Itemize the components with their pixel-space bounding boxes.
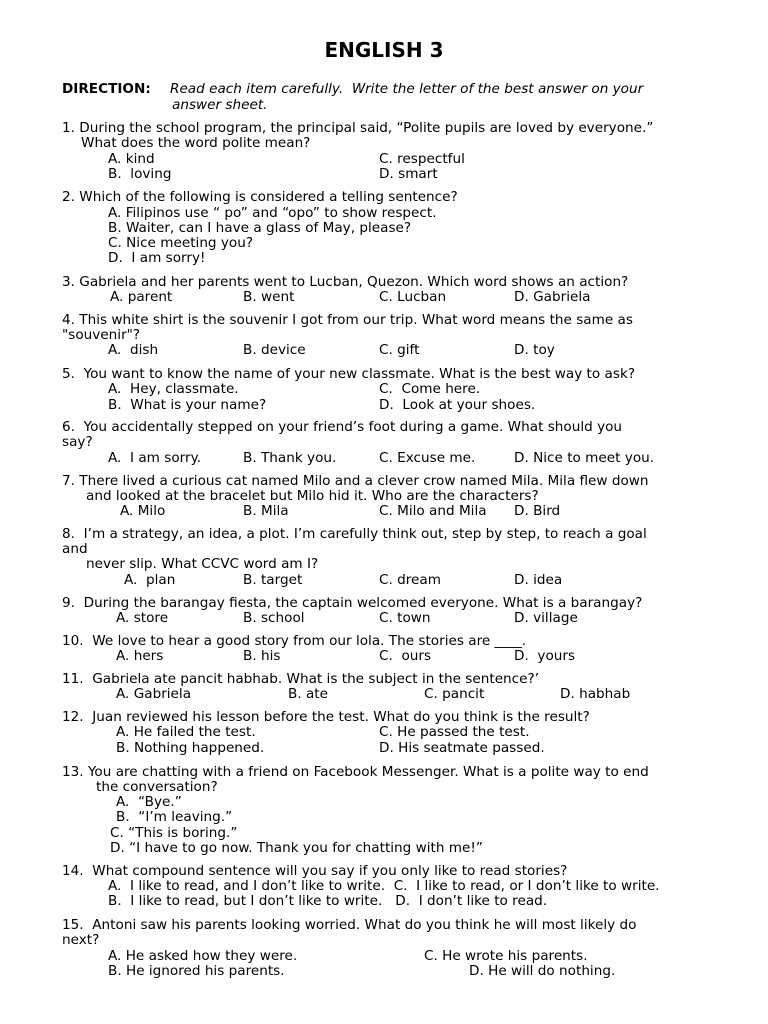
question-2-text: 2. Which of the following is considered a telling sentence? [62,189,458,205]
q9-choice-d: D. village [514,610,578,626]
question-5-text: 5. You want to know the name of your new classmate. What is the best way to ask? [62,366,636,382]
question-14-text: 14. What compound sentence will you say if you only like to read stories? [62,863,568,879]
question-6-text: 6. You accidentally stepped on your friend’s foot during a game. What should you [62,419,623,435]
q11-choice-c: C. pancit [424,686,485,702]
q7-choice-a: A. Milo [120,503,166,519]
q12-choice-c: C. He passed the test. [379,724,530,740]
question-9-text: 9. During the barangay fiesta, the captain welcomed everyone. What is a barangay? [62,595,643,611]
question-7-text-cont: and looked at the bracelet but Milo hid it. Who are the characters? [86,488,539,504]
q6-choice-a: A. I am sorry. [108,450,202,466]
q15-choice-b: B. He ignored his parents. [108,963,285,979]
q7-choice-b: B. Mila [243,503,289,519]
q9-choice-b: B. school [243,610,305,626]
q12-choice-b: B. Nothing happened. [116,740,265,756]
q6-choice-c: C. Excuse me. [379,450,476,466]
question-8-text-cont-2: never slip. What CCVC word am I? [86,556,319,572]
q3-choice-b: B. went [243,289,295,305]
direction-line-2: answer sheet. [172,97,268,113]
question-11-text: 11. Gabriela ate pancit habhab. What is the subject in the sentence?’ [62,671,540,687]
q1-choice-b: B. loving [108,166,172,182]
question-8-text-cont: and [62,541,88,557]
q10-choice-c: C. ours [379,648,432,664]
q3-choice-a: A. parent [110,289,173,305]
q5-choice-d: D. Look at your shoes. [379,397,536,413]
q14-choices-a-c: A. I like to read, and I don’t like to write. C. I like to read, or I don’t like to write. [108,878,660,894]
q11-choice-a: A. Gabriela [116,686,192,702]
direction-line-1: Read each item carefully. Write the letter of the best answer on your [170,81,644,97]
q13-choice-a: A. “Bye.” [116,794,182,810]
q7-choice-c: C. Milo and Mila [379,503,487,519]
q2-choice-d: D. I am sorry! [108,250,206,266]
question-4-text-cont: "souvenir"? [62,327,141,343]
question-15-text: 15. Antoni saw his parents looking worried. What do you think he will most likely do [62,917,637,933]
q8-choice-d: D. idea [514,572,563,588]
q6-choice-b: B. Thank you. [243,450,337,466]
q2-choice-b: B. Waiter, can I have a glass of May, please? [108,220,412,236]
q5-choice-b: B. What is your name? [108,397,267,413]
question-7-text: 7. There lived a curious cat named Milo and a clever crow named Mila. Mila flew down [62,473,649,489]
q5-choice-a: A. Hey, classmate. [108,381,239,397]
q13-choice-d: D. “I have to go now. Thank you for chatting with me!” [110,840,483,856]
question-4-text: 4. This white shirt is the souvenir I got from our trip. What word means the same as [62,312,633,328]
q12-choice-d: D. His seatmate passed. [379,740,545,756]
q1-choice-c: C. respectful [379,151,465,167]
question-8-text: 8. I’m a strategy, an idea, a plot. I’m carefully think out, step by step, to reach a goal [62,526,647,542]
q13-choice-c: C. “This is boring.” [110,825,238,841]
q13-choice-b: B. “I’m leaving.” [116,809,233,825]
q2-choice-c: C. Nice meeting you? [108,235,254,251]
question-13-text-cont: the conversation? [96,779,218,795]
q4-choice-a: A. dish [108,342,159,358]
question-1-text-cont: What does the word polite mean? [81,135,311,151]
page-title: ENGLISH 3 [324,38,444,62]
q8-choice-b: B. target [243,572,303,588]
question-15-text-cont: next? [62,932,100,948]
q8-choice-a: A. plan [124,572,176,588]
q1-choice-a: A. kind [108,151,155,167]
q15-choice-d: D. He will do nothing. [469,963,616,979]
question-1-text: 1. During the school program, the principal said, “Polite pupils are loved by everyone.” [62,120,654,136]
q8-choice-c: C. dream [379,572,441,588]
q4-choice-c: C. gift [379,342,420,358]
q7-choice-d: D. Bird [514,503,561,519]
q4-choice-b: B. device [243,342,306,358]
q2-choice-a: A. Filipinos use “ po” and “opo” to show respect. [108,205,437,221]
q11-choice-b: B. ate [288,686,328,702]
q15-choice-a: A. He asked how they were. [108,948,298,964]
question-13-text: 13. You are chatting with a friend on Facebook Messenger. What is a polite way to end [62,764,649,780]
q10-choice-a: A. hers [116,648,164,664]
q6-choice-d: D. Nice to meet you. [514,450,655,466]
q9-choice-c: C. town [379,610,431,626]
q4-choice-d: D. toy [514,342,555,358]
q15-choice-c: C. He wrote his parents. [424,948,588,964]
q10-choice-d: D. yours [514,648,576,664]
q1-choice-d: D. smart [379,166,438,182]
q3-choice-c: C. Lucban [379,289,447,305]
q14-choices-b-d: B. I like to read, but I don’t like to write. D. I don’t like to read. [108,893,548,909]
question-12-text: 12. Juan reviewed his lesson before the test. What do you think is the result? [62,709,590,725]
q11-choice-d: D. habhab [560,686,631,702]
q10-choice-b: B. his [243,648,281,664]
q12-choice-a: A. He failed the test. [116,724,256,740]
direction-label: DIRECTION: [62,81,151,97]
question-3-text: 3. Gabriela and her parents went to Lucban, Quezon. Which word shows an action? [62,274,629,290]
q9-choice-a: A. store [116,610,169,626]
q5-choice-c: C. Come here. [379,381,481,397]
question-6-text-cont: say? [62,434,93,450]
q3-choice-d: D. Gabriela [514,289,591,305]
question-10-text: 10. We love to hear a good story from our lola. The stories are ____. [62,633,527,649]
